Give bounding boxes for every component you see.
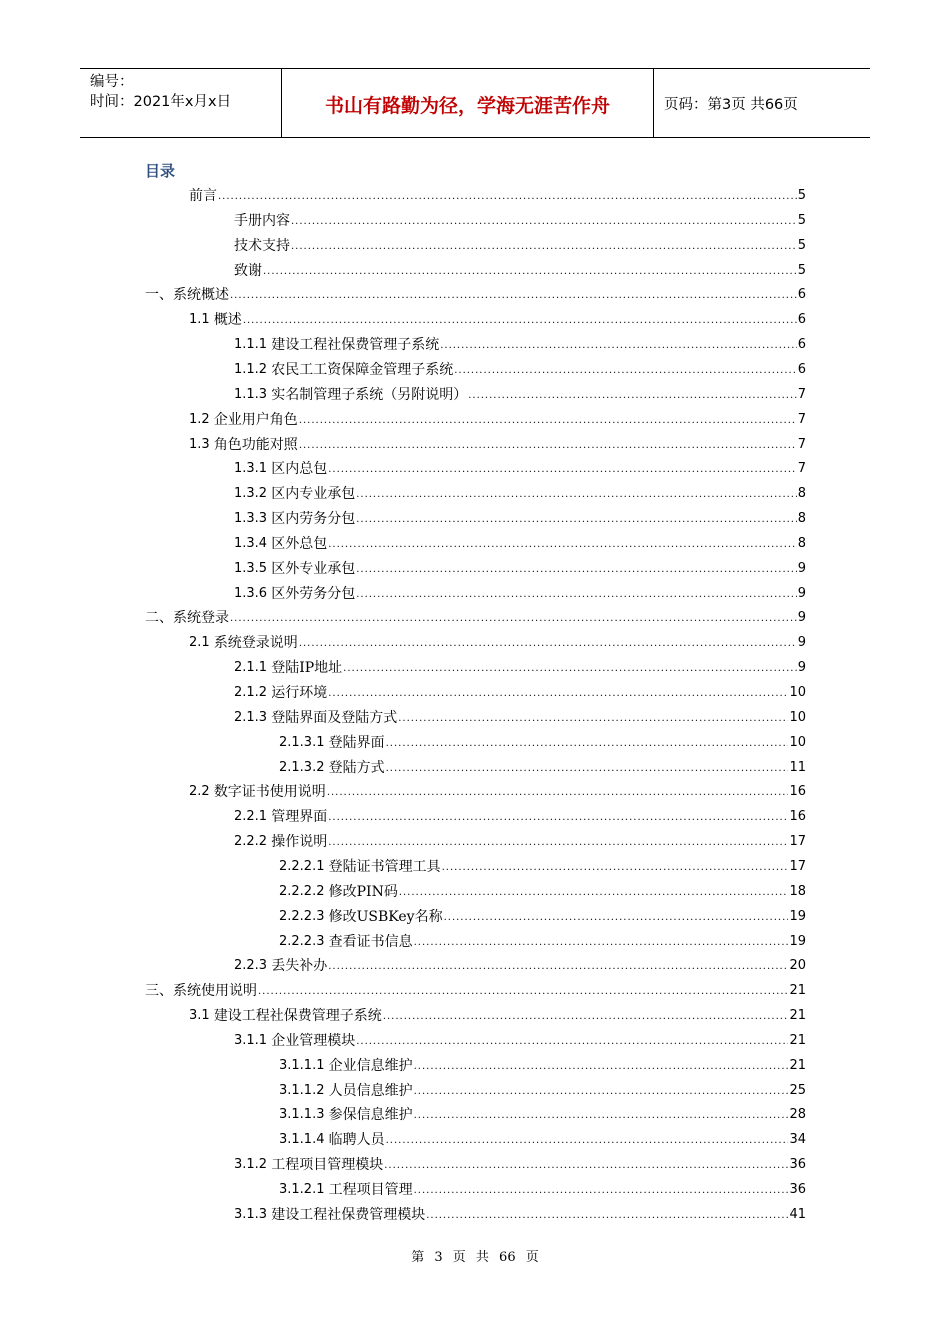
toc-dot-leader xyxy=(398,714,788,724)
toc-dot-leader xyxy=(356,590,797,600)
toc-entry-page: 28 xyxy=(789,1107,806,1123)
toc-entry-title: 工程项目管理模块 xyxy=(271,1157,384,1174)
toc-entry-title: 农民工工资保障金管理子系统 xyxy=(271,361,454,378)
toc-title: 目录 xyxy=(145,162,176,180)
toc-entry-number: 1.3.2 xyxy=(234,486,272,502)
toc-dot-leader xyxy=(258,987,788,997)
toc-entry[interactable] xyxy=(234,456,806,478)
toc-entry-number: 1.3.5 xyxy=(234,560,272,576)
toc-entry-page: 19 xyxy=(789,933,806,949)
serial-number-label: 编号： xyxy=(90,74,134,90)
toc-entry-title: 技术支持 xyxy=(234,237,290,254)
toc-dot-leader xyxy=(328,540,797,550)
toc-entry[interactable] xyxy=(234,1202,806,1224)
toc-entry-number: 3.1.1.2 xyxy=(279,1082,329,1098)
toc-entry-number: 2.2.2.3 xyxy=(279,933,329,949)
toc-entry-number: 1.3.4 xyxy=(234,535,272,551)
toc-entry[interactable] xyxy=(279,1078,806,1100)
toc-dot-leader xyxy=(328,465,797,475)
toc-entry[interactable] xyxy=(145,282,806,304)
toc-entry-page: 21 xyxy=(789,1032,806,1048)
toc-entry-number: 2.2.2.1 xyxy=(279,858,329,874)
toc-dot-leader xyxy=(299,639,797,649)
toc-entry-page: 18 xyxy=(789,883,806,899)
toc-entry[interactable] xyxy=(189,432,806,454)
toc-entry[interactable] xyxy=(234,233,806,255)
toc-entry-number: 3.1.2.1 xyxy=(279,1182,329,1197)
toc-entry-number: 2.1.3.2 xyxy=(279,759,329,775)
toc-entry-page: 17 xyxy=(789,858,806,874)
toc-entry-title: 区外专业承包 xyxy=(271,560,356,577)
toc-dot-leader xyxy=(291,217,797,227)
toc-entry-title: 登陆证书管理工具 xyxy=(328,858,441,875)
page-header xyxy=(80,68,870,138)
toc-dot-leader xyxy=(356,1037,788,1047)
toc-dot-leader xyxy=(328,962,788,972)
toc-entry-page: 6 xyxy=(797,337,806,353)
header-page-number: 页码：第3页 共66页 xyxy=(664,96,798,113)
toc-entry[interactable] xyxy=(234,208,806,230)
toc-entry-number: 1.3.6 xyxy=(234,585,272,601)
toc-dot-leader xyxy=(328,838,788,848)
toc-entry-title: 操作说明 xyxy=(271,834,328,851)
toc-entry-page: 8 xyxy=(797,486,806,502)
toc-entry-page: 5 xyxy=(797,262,806,278)
toc-entry[interactable] xyxy=(145,978,806,1000)
toc-entry-title: 企业用户角色 xyxy=(213,411,298,428)
toc-dot-leader xyxy=(230,614,797,624)
toc-entry-title: 登陆IP地址 xyxy=(271,660,343,677)
toc-dot-leader xyxy=(327,788,789,798)
toc-entry-page: 6 xyxy=(797,312,806,328)
toc-entry[interactable] xyxy=(145,605,806,627)
toc-entry-number: 1.3.1 xyxy=(234,461,272,477)
toc-entry[interactable] xyxy=(189,779,806,801)
toc-entry-page: 9 xyxy=(797,660,806,676)
toc-entry-page: 9 xyxy=(797,610,806,626)
toc-entry-title: 修改USBKey名称 xyxy=(328,908,443,925)
toc-entry-title: 丢失补办 xyxy=(271,958,328,975)
toc-entry-title: 一、系统概述 xyxy=(145,287,229,304)
toc-dot-leader xyxy=(414,938,789,948)
toc-dot-leader xyxy=(299,416,797,426)
toc-entry[interactable] xyxy=(279,929,806,951)
toc-dot-leader xyxy=(442,863,789,873)
toc-entry-title: 区内专业承包 xyxy=(271,486,356,503)
toc-entry-number: 2.1.3 xyxy=(234,709,272,725)
toc-entry-title: 区内总包 xyxy=(271,461,328,478)
toc-dot-leader xyxy=(444,913,789,923)
toc-entry-title: 工程项目管理 xyxy=(328,1182,413,1198)
toc-entry-page: 9 xyxy=(797,635,806,651)
toc-entry-number: 3.1.2 xyxy=(234,1157,272,1173)
toc-entry-number: 2.1.3.1 xyxy=(279,734,329,750)
toc-entry-page: 21 xyxy=(789,983,806,999)
toc-dot-leader xyxy=(383,1012,789,1022)
toc-dot-leader xyxy=(440,341,797,351)
toc-entry[interactable] xyxy=(279,854,806,876)
toc-entry-title: 参保信息维护 xyxy=(328,1107,413,1124)
toc-entry-page: 10 xyxy=(789,685,806,700)
toc-entry[interactable] xyxy=(234,506,806,528)
toc-entry-title: 建设工程社保费管理子系统 xyxy=(213,1008,382,1025)
header-info-cell xyxy=(80,69,282,137)
toc-entry-title: 修改PIN码 xyxy=(328,883,398,900)
toc-dot-leader xyxy=(386,1136,789,1146)
toc-entry[interactable] xyxy=(234,829,806,851)
toc-entry-title: 实名制管理子系统（另附说明） xyxy=(271,386,468,403)
toc-entry-page: 7 xyxy=(797,461,806,477)
toc-dot-leader xyxy=(230,291,797,301)
toc-dot-leader xyxy=(356,490,797,500)
toc-dot-leader xyxy=(243,316,797,326)
toc-entry-page: 10 xyxy=(789,734,806,750)
toc-entry-title: 角色功能对照 xyxy=(213,436,298,453)
toc-entry-number: 3.1.1.3 xyxy=(279,1107,329,1123)
toc-entry[interactable] xyxy=(234,581,806,603)
toc-entry[interactable] xyxy=(234,1152,806,1174)
toc-dot-leader xyxy=(386,739,789,749)
toc-dot-leader xyxy=(414,1186,789,1196)
toc-entry[interactable] xyxy=(234,332,806,354)
toc-entry-page: 16 xyxy=(789,784,806,800)
toc-entry-page: 5 xyxy=(797,237,806,253)
toc-entry-page: 36 xyxy=(789,1157,806,1173)
toc-entry[interactable] xyxy=(189,183,806,205)
toc-entry[interactable] xyxy=(189,1003,806,1025)
toc-entry-page: 25 xyxy=(789,1082,806,1098)
toc-entry-number: 3.1.1.1 xyxy=(279,1057,329,1073)
toc-entry-title: 企业管理模块 xyxy=(271,1032,356,1049)
toc-entry-number: 1.1.2 xyxy=(234,361,272,377)
toc-entry[interactable] xyxy=(279,1177,806,1199)
toc-entry-page: 20 xyxy=(789,958,806,974)
toc-entry-page: 21 xyxy=(789,1057,806,1073)
toc-entry-number: 1.3 xyxy=(189,436,214,452)
toc-entry[interactable] xyxy=(234,556,806,578)
toc-entry[interactable] xyxy=(234,953,806,975)
toc-entry-title: 区外总包 xyxy=(271,535,328,552)
toc-entry[interactable] xyxy=(234,481,806,503)
toc-entry-page: 17 xyxy=(789,834,806,850)
toc-entry[interactable] xyxy=(234,258,806,280)
toc-dot-leader xyxy=(454,366,797,376)
page-footer: 第 3 页 共 66 页 xyxy=(411,1250,539,1265)
time-label: 时间：2021年x月x日 xyxy=(90,94,232,110)
toc-entry[interactable] xyxy=(279,1127,806,1149)
toc-entry-page: 5 xyxy=(797,212,806,228)
toc-dot-leader xyxy=(328,813,788,823)
toc-entry-page: 7 xyxy=(797,436,806,452)
toc-entry[interactable] xyxy=(234,1028,806,1050)
toc-entry-title: 建设工程社保费管理子系统 xyxy=(271,337,440,354)
toc-entry-title: 企业信息维护 xyxy=(328,1057,413,1074)
toc-entry-title: 系统登录说明 xyxy=(213,635,298,652)
toc-dot-leader xyxy=(414,1062,789,1072)
toc-dot-leader xyxy=(343,664,797,674)
toc-entry-title: 临聘人员 xyxy=(328,1132,385,1149)
toc-entry-title: 建设工程社保费管理模块 xyxy=(271,1206,426,1223)
toc-dot-leader xyxy=(426,1211,788,1221)
toc-entry-page: 16 xyxy=(789,809,806,825)
toc-dot-leader xyxy=(414,1111,789,1121)
header-motto: 书山有路勤为径，学海无涯苦作舟 xyxy=(282,69,654,137)
toc-entry-number: 2.2.2.2 xyxy=(279,883,329,899)
toc-entry-title: 区外劳务分包 xyxy=(271,585,356,602)
toc-entry[interactable] xyxy=(279,1053,806,1075)
toc-entry-page: 21 xyxy=(789,1008,806,1024)
toc-entry-page: 5 xyxy=(797,188,806,203)
toc-entry-number: 1.3.3 xyxy=(234,511,272,527)
toc-dot-leader xyxy=(386,764,789,774)
toc-entry-page: 9 xyxy=(797,560,806,576)
toc-entry-number: 1.1.1 xyxy=(234,337,272,353)
toc-entry-number: 2.1.2 xyxy=(234,685,272,700)
toc-entry-number: 3.1.1 xyxy=(234,1032,272,1048)
toc-entry-title: 二、系统登录 xyxy=(145,610,229,627)
toc-entry[interactable] xyxy=(279,1102,806,1124)
toc-entry-number: 2.1.1 xyxy=(234,660,272,676)
toc-entry-title: 三、系统使用说明 xyxy=(145,983,257,1000)
toc-entry-number: 3.1.1.4 xyxy=(279,1132,329,1148)
toc-entry-title: 人员信息维护 xyxy=(328,1082,413,1099)
toc-entry[interactable] xyxy=(279,730,806,752)
toc-dot-leader xyxy=(468,391,797,401)
toc-entry-page: 7 xyxy=(797,411,806,427)
toc-entry-number: 2.2.2.3 xyxy=(279,908,329,924)
toc-entry-title: 概述 xyxy=(213,312,242,329)
toc-entry-number: 2.1 xyxy=(189,635,214,651)
toc-entry-page: 7 xyxy=(797,386,806,402)
toc-entry[interactable] xyxy=(189,407,806,429)
toc-dot-leader xyxy=(356,565,797,575)
toc-entry[interactable] xyxy=(234,531,806,553)
toc-entry-number: 1.1.3 xyxy=(234,386,272,402)
toc-entry-page: 8 xyxy=(797,535,806,551)
toc-entry[interactable] xyxy=(189,307,806,329)
toc-entry-page: 6 xyxy=(797,361,806,377)
toc-entry[interactable] xyxy=(234,357,806,379)
toc-entry-title: 运行环境 xyxy=(271,685,328,701)
toc-entry-number: 2.2.3 xyxy=(234,958,272,974)
toc-entry-page: 6 xyxy=(797,287,806,303)
toc-entry-title: 登陆方式 xyxy=(328,759,385,776)
toc-entry[interactable] xyxy=(234,705,806,727)
toc-dot-leader xyxy=(356,515,797,525)
toc-dot-leader xyxy=(414,1087,789,1097)
toc-entry-page: 9 xyxy=(797,585,806,601)
toc-entry-number: 2.2.1 xyxy=(234,809,272,825)
toc-entry-title: 区内劳务分包 xyxy=(271,511,356,528)
toc-dot-leader xyxy=(291,242,797,252)
toc-entry-number: 2.2.2 xyxy=(234,834,272,850)
toc-entry[interactable] xyxy=(234,680,806,702)
toc-entry[interactable] xyxy=(234,382,806,404)
toc-entry-page: 11 xyxy=(789,759,806,775)
toc-entry-page: 41 xyxy=(789,1206,806,1222)
toc-entry[interactable] xyxy=(189,630,806,652)
toc-entry-page: 8 xyxy=(797,511,806,527)
toc-entry-title: 前言 xyxy=(189,188,217,204)
toc-entry-title: 手册内容 xyxy=(234,212,290,229)
toc-entry-number: 3.1 xyxy=(189,1008,214,1024)
toc-dot-leader xyxy=(263,267,797,277)
toc-entry-number: 2.2 xyxy=(189,784,214,800)
toc-entry-title: 登陆界面及登陆方式 xyxy=(271,709,398,726)
toc-dot-leader xyxy=(218,192,797,202)
toc-entry[interactable] xyxy=(234,655,806,677)
toc-entry[interactable] xyxy=(279,755,806,777)
toc-entry-title: 致谢 xyxy=(234,262,262,279)
toc-entry-number: 1.1 xyxy=(189,312,214,328)
toc-entry-title: 登陆界面 xyxy=(328,734,385,751)
toc-dot-leader xyxy=(328,689,788,699)
toc-dot-leader xyxy=(299,441,797,451)
toc-dot-leader xyxy=(384,1161,788,1171)
toc-dot-leader xyxy=(399,888,789,898)
toc-entry[interactable] xyxy=(279,879,806,901)
toc-entry-number: 1.2 xyxy=(189,411,214,427)
toc-entry-page: 36 xyxy=(789,1182,806,1197)
toc-entry-number: 3.1.3 xyxy=(234,1206,272,1222)
toc-entry-title: 数字证书使用说明 xyxy=(213,784,326,801)
toc-entry-title: 查看证书信息 xyxy=(328,933,413,950)
toc-entry-page: 10 xyxy=(789,709,806,725)
toc-entry-page: 19 xyxy=(789,908,806,924)
toc-entry-page: 34 xyxy=(789,1132,806,1148)
toc-entry[interactable] xyxy=(234,804,806,826)
toc-entry[interactable] xyxy=(279,904,806,926)
toc-entry-title: 管理界面 xyxy=(271,809,328,826)
